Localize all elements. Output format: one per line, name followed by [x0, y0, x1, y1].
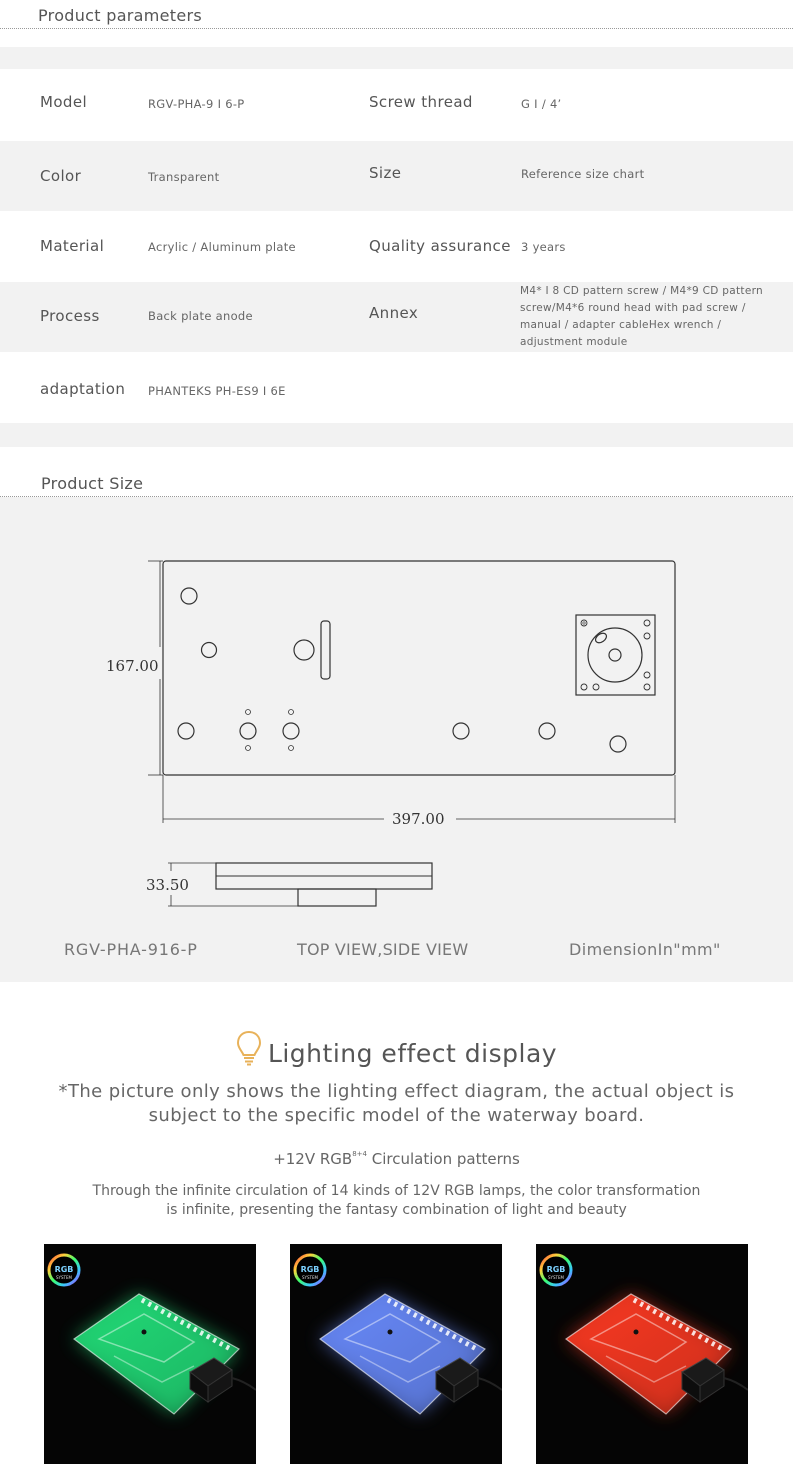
- disclaimer-line: subject to the specific model of the waterway board.: [148, 1105, 645, 1126]
- badge-text: RGB: [546, 1265, 566, 1274]
- dim-width: 397.00: [392, 810, 445, 828]
- size-drawing-panel: [0, 497, 793, 982]
- caption-model: RGV-PHA-916-P: [64, 940, 198, 959]
- rgb-title-prefix: +12V RGB: [273, 1150, 353, 1168]
- badge-subtext: SYSTEM: [302, 1275, 318, 1280]
- param-value: 3 years: [521, 240, 566, 254]
- rgb-system-badge: [49, 1255, 79, 1285]
- rgb-title-suffix: Circulation patterns: [367, 1150, 520, 1168]
- size-heading-text: Product Size: [41, 474, 144, 493]
- port-hole: [294, 640, 314, 660]
- badge-subtext: SYSTEM: [56, 1275, 72, 1280]
- band: [0, 423, 793, 447]
- rgb-title: [0, 1150, 793, 1168]
- port-hole: [240, 723, 256, 739]
- dim-thickness: 33.50: [146, 876, 189, 894]
- param-label: Quality assurance: [369, 237, 511, 255]
- param-label: Process: [40, 307, 100, 325]
- mount-hole: [539, 723, 555, 739]
- parameters-heading-text: Product parameters: [38, 6, 203, 25]
- param-value: PHANTEKS PH-ES9 I 6E: [148, 384, 286, 398]
- rgb-system-badge: [541, 1255, 571, 1285]
- photo-graphic: [290, 1244, 502, 1464]
- param-row-color: [0, 141, 793, 211]
- param-label: Screw thread: [369, 93, 473, 111]
- param-label: Model: [40, 93, 88, 111]
- technical-drawing: [0, 497, 793, 982]
- caption-unit: DimensionIn"mm": [569, 940, 721, 959]
- badge-text: RGB: [54, 1265, 74, 1274]
- rgb-description-line: Through the infinite circulation of 14 kinds of 12V RGB lamps, the color transformation: [92, 1183, 701, 1199]
- lighting-title-text: Lighting effect display: [267, 1039, 558, 1068]
- mount-hole: [453, 723, 469, 739]
- lighting-photo-blue: [290, 1244, 502, 1464]
- param-value-annex: M4* I 8 CD pattern screw / M4*9 CD pattern screw/M4*6 round head with pad screw / manual / adapter cableHex wrench / adjustment module: [520, 285, 763, 348]
- param-row-process: [0, 282, 793, 352]
- param-value: Back plate anode: [148, 309, 253, 323]
- band: [0, 47, 793, 69]
- param-row-material: [0, 211, 793, 281]
- param-label: Size: [369, 164, 402, 182]
- mount-hole: [181, 588, 197, 604]
- param-label: adaptation: [40, 380, 126, 398]
- dim-height: 167.00: [106, 657, 159, 675]
- size-heading: [0, 464, 793, 497]
- param-row-adaptation: [0, 352, 793, 422]
- rgb-title-sup: 8+4: [352, 1150, 367, 1158]
- photo-graphic: [44, 1244, 256, 1464]
- rgb-system-badge: [295, 1255, 325, 1285]
- param-label: Annex: [369, 304, 419, 322]
- lighting-title: [0, 1030, 793, 1068]
- rgb-description: [0, 1182, 793, 1220]
- mount-hole: [610, 736, 626, 752]
- disclaimer: [0, 1080, 793, 1128]
- param-label: Material: [40, 237, 105, 255]
- param-label: Color: [40, 167, 82, 185]
- mount-hole: [202, 643, 217, 658]
- param-value: Transparent: [148, 170, 220, 184]
- port-hole: [283, 723, 299, 739]
- badge-subtext: SYSTEM: [548, 1275, 564, 1280]
- param-value: Acrylic / Aluminum plate: [148, 240, 296, 254]
- lighting-photo-green: [44, 1244, 256, 1464]
- lightbulb-icon: [236, 1030, 262, 1066]
- lighting-photo-red: [536, 1244, 748, 1464]
- plate-outline: [163, 561, 675, 775]
- param-value: G I / 4’: [521, 97, 562, 111]
- logo-slot: [321, 621, 330, 679]
- rgb-description-line: is infinite, presenting the fantasy combination of light and beauty: [166, 1202, 627, 1218]
- param-row-model: [0, 69, 793, 139]
- photo-graphic: [536, 1244, 748, 1464]
- mount-hole: [178, 723, 194, 739]
- side-view-pump: [298, 889, 376, 906]
- badge-text: RGB: [300, 1265, 320, 1274]
- disclaimer-line: *The picture only shows the lighting effect diagram, the actual object is: [58, 1081, 735, 1102]
- param-value: RGV-PHA-9 I 6-P: [148, 97, 245, 111]
- param-value: Reference size chart: [521, 167, 645, 181]
- parameters-heading: [0, 0, 793, 29]
- caption-view: TOP VIEW,SIDE VIEW: [297, 940, 469, 959]
